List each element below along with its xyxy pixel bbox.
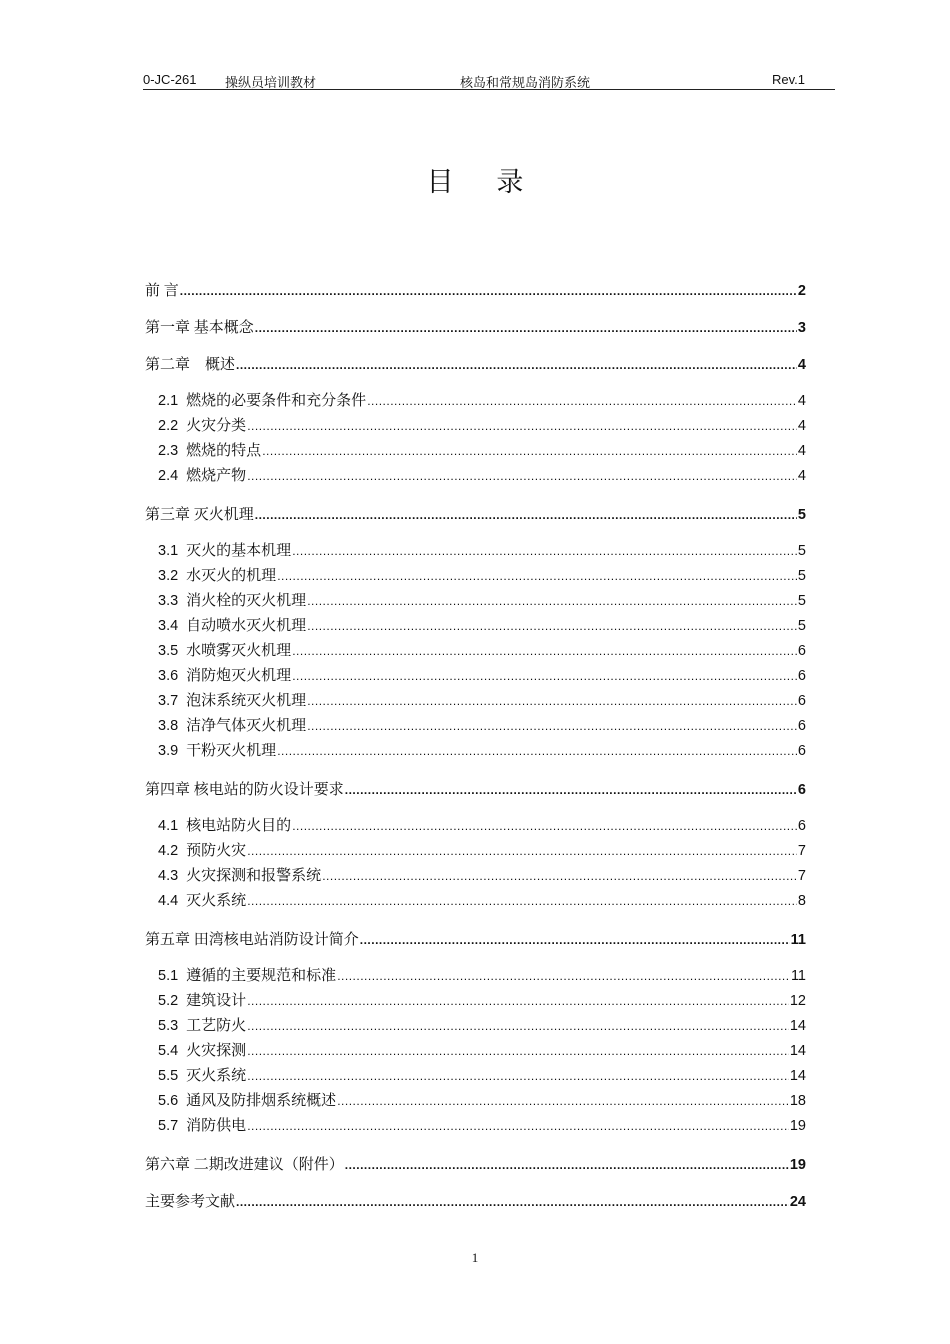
toc-entry-label: 建筑设计 <box>186 993 247 1009</box>
toc-page-number: 6 <box>797 668 806 684</box>
toc-section-entry[interactable] <box>145 414 806 439</box>
toc-page-number: 4 <box>797 357 806 373</box>
dot-leader <box>277 739 797 764</box>
dot-leader <box>255 502 797 528</box>
toc-entry-label: 通风及防排烟系统概述 <box>186 1093 337 1109</box>
toc-section-number: 4.2 <box>158 843 179 859</box>
toc-entry-label: 消防炮灭火机理 <box>186 668 292 684</box>
toc-page-number: 6 <box>797 743 806 759</box>
toc-section-entry[interactable] <box>145 464 806 489</box>
toc-entry-label: 灭火系统 <box>186 1068 247 1084</box>
toc-page-number: 4 <box>797 443 806 459</box>
toc-entry-label: 前 言 <box>145 283 179 299</box>
toc-page-number: 24 <box>789 1194 806 1210</box>
toc-section-entry[interactable] <box>145 589 806 614</box>
toc-section-entry[interactable] <box>145 964 806 989</box>
toc-section-number: 5.1 <box>158 968 179 984</box>
toc-entry-label: 火灾探测和报警系统 <box>186 868 322 884</box>
toc-page-number: 14 <box>789 1068 806 1084</box>
toc-section-entry[interactable] <box>145 889 806 914</box>
dot-leader <box>307 714 797 739</box>
toc-section-entry[interactable] <box>145 989 806 1014</box>
toc-entry-label: 第四章 核电站的防火设计要求 <box>145 782 344 798</box>
toc-chapter-entry[interactable] <box>145 777 806 814</box>
toc-page-number: 18 <box>789 1093 806 1109</box>
dot-leader <box>345 777 797 803</box>
toc-page-number: 4 <box>797 393 806 409</box>
toc-section-number: 3.4 <box>158 618 179 634</box>
toc-chapter-entry[interactable] <box>145 315 806 352</box>
page-number: 1 <box>471 1250 479 1265</box>
course-name: 操纵员培训教材 <box>225 75 317 90</box>
toc-section-entry[interactable] <box>145 714 806 739</box>
toc-entry-label: 主要参考文献 <box>145 1194 236 1210</box>
toc-page-number: 5 <box>797 507 806 523</box>
toc-section-entry[interactable] <box>145 564 806 589</box>
toc-page-number: 5 <box>797 568 806 584</box>
toc-entry-label: 燃烧产物 <box>186 468 247 484</box>
dot-leader <box>180 278 797 304</box>
dot-leader <box>247 989 789 1014</box>
toc-entry-label: 第二章 概述 <box>145 357 236 373</box>
dot-leader <box>247 1064 789 1089</box>
toc-page-number: 5 <box>797 618 806 634</box>
toc-page-number: 19 <box>789 1157 806 1173</box>
toc-section-number: 4.1 <box>158 818 179 834</box>
toc-section-entry[interactable] <box>145 439 806 464</box>
toc-section-entry[interactable] <box>145 814 806 839</box>
dot-leader <box>247 1039 789 1064</box>
toc-entry-label: 洁净气体灭火机理 <box>186 718 307 734</box>
toc-entry-label: 第六章 二期改进建议（附件） <box>145 1157 344 1173</box>
toc-page-number: 5 <box>797 543 806 559</box>
toc-chapter-entry[interactable] <box>145 1152 806 1189</box>
toc-entry-label: 遵循的主要规范和标准 <box>186 968 337 984</box>
toc-entry-label: 燃烧的特点 <box>186 443 262 459</box>
toc-section-entry[interactable] <box>145 639 806 664</box>
toc-page-number: 7 <box>797 843 806 859</box>
toc-chapter-entry[interactable] <box>145 278 806 315</box>
toc-entry-label: 预防火灾 <box>186 843 247 859</box>
toc-entry-label: 第三章 灭火机理 <box>145 507 254 523</box>
toc-section-number: 2.1 <box>158 393 179 409</box>
dot-leader <box>292 639 797 664</box>
dot-leader <box>307 589 797 614</box>
toc-entry-label: 水喷雾灭火机理 <box>186 643 292 659</box>
toc-section-number: 3.5 <box>158 643 179 659</box>
dot-leader <box>247 414 797 439</box>
dot-leader <box>360 927 790 953</box>
toc-page-number: 6 <box>797 718 806 734</box>
toc-entry-label: 自动喷水灭火机理 <box>186 618 307 634</box>
toc-page-number: 7 <box>797 868 806 884</box>
dot-leader <box>247 889 797 914</box>
dot-leader <box>277 564 797 589</box>
toc-page-number: 5 <box>797 593 806 609</box>
toc-section-entry[interactable] <box>145 689 806 714</box>
toc-section-number: 3.8 <box>158 718 179 734</box>
toc-entry-label: 干粉灭火机理 <box>186 743 277 759</box>
toc-entry-label: 第五章 田湾核电站消防设计简介 <box>145 932 359 948</box>
toc-section-number: 2.3 <box>158 443 179 459</box>
toc-page-number: 14 <box>789 1043 806 1059</box>
toc-page-number: 12 <box>789 993 806 1009</box>
dot-leader <box>307 614 797 639</box>
toc-section-entry[interactable] <box>145 1064 806 1089</box>
toc-page-number: 2 <box>797 283 806 299</box>
toc-page-number: 6 <box>797 643 806 659</box>
toc-section-entry[interactable] <box>145 389 806 414</box>
toc-page-number: 14 <box>789 1018 806 1034</box>
toc-section-number: 2.2 <box>158 418 179 434</box>
toc-entry-label: 泡沫系统灭火机理 <box>186 693 307 709</box>
header-title: 核岛和常规岛消防系统 <box>460 75 591 90</box>
toc-section-number: 3.7 <box>158 693 179 709</box>
toc-section-entry[interactable] <box>145 739 806 764</box>
toc-section-number: 3.2 <box>158 568 179 584</box>
toc-chapter-entry[interactable] <box>145 502 806 539</box>
dot-leader <box>337 1089 789 1114</box>
document-code: 0-JC-261 <box>143 72 197 87</box>
toc-section-number: 4.3 <box>158 868 179 884</box>
toc-chapter-entry[interactable] <box>145 352 806 389</box>
page-title: 目 录 <box>426 167 542 197</box>
toc-section-number: 2.4 <box>158 468 179 484</box>
dot-leader <box>247 1114 789 1139</box>
table-of-contents <box>145 278 806 1226</box>
toc-section-number: 5.2 <box>158 993 179 1009</box>
toc-entry-label: 第一章 基本概念 <box>145 320 254 336</box>
toc-section-entry[interactable] <box>145 664 806 689</box>
toc-section-number: 5.7 <box>158 1118 179 1134</box>
toc-entry-label: 灭火系统 <box>186 893 247 909</box>
dot-leader <box>307 689 797 714</box>
dot-leader <box>255 315 797 341</box>
toc-page-number: 6 <box>797 818 806 834</box>
dot-leader <box>322 864 797 889</box>
toc-section-number: 5.3 <box>158 1018 179 1034</box>
toc-page-number: 4 <box>797 418 806 434</box>
toc-page-number: 3 <box>797 320 806 336</box>
toc-section-entry[interactable] <box>145 1039 806 1064</box>
dot-leader <box>247 1014 789 1039</box>
toc-page-number: 19 <box>789 1118 806 1134</box>
toc-section-entry[interactable] <box>145 839 806 864</box>
toc-section-number: 3.6 <box>158 668 179 684</box>
toc-section-number: 3.9 <box>158 743 179 759</box>
toc-entry-label: 工艺防火 <box>186 1018 247 1034</box>
dot-leader <box>262 439 797 464</box>
dot-leader <box>337 964 790 989</box>
dot-leader <box>247 464 797 489</box>
dot-leader <box>292 664 797 689</box>
dot-leader <box>345 1152 789 1178</box>
toc-section-number: 3.3 <box>158 593 179 609</box>
toc-chapter-entry[interactable] <box>145 927 806 964</box>
toc-entry-label: 消火栓的灭火机理 <box>186 593 307 609</box>
toc-section-entry[interactable] <box>145 539 806 564</box>
toc-chapter-entry[interactable] <box>145 1189 806 1226</box>
toc-page-number: 6 <box>797 693 806 709</box>
toc-section-number: 5.4 <box>158 1043 179 1059</box>
toc-section-entry[interactable] <box>145 614 806 639</box>
toc-entry-label: 灭火的基本机理 <box>186 543 292 559</box>
toc-section-entry[interactable] <box>145 864 806 889</box>
toc-page-number: 8 <box>797 893 806 909</box>
dot-leader <box>247 839 797 864</box>
toc-section-number: 5.6 <box>158 1093 179 1109</box>
dot-leader <box>236 352 797 378</box>
toc-page-number: 11 <box>790 932 806 948</box>
toc-section-number: 5.5 <box>158 1068 179 1084</box>
toc-section-entry[interactable] <box>145 1114 806 1139</box>
toc-entry-label: 水灭火的机理 <box>186 568 277 584</box>
dot-leader <box>367 389 797 414</box>
dot-leader <box>292 814 797 839</box>
dot-leader <box>236 1189 789 1215</box>
dot-leader <box>292 539 797 564</box>
toc-entry-label: 火灾探测 <box>186 1043 247 1059</box>
page-header <box>143 71 835 90</box>
toc-page-number: 4 <box>797 468 806 484</box>
toc-section-number: 3.1 <box>158 543 179 559</box>
toc-page-number: 6 <box>797 782 806 798</box>
toc-page-number: 11 <box>790 968 806 984</box>
revision: Rev.1 <box>772 72 805 87</box>
toc-entry-label: 燃烧的必要条件和充分条件 <box>186 393 367 409</box>
toc-section-entry[interactable] <box>145 1089 806 1114</box>
toc-section-entry[interactable] <box>145 1014 806 1039</box>
toc-entry-label: 消防供电 <box>186 1118 247 1134</box>
toc-entry-label: 火灾分类 <box>186 418 247 434</box>
toc-section-number: 4.4 <box>158 893 179 909</box>
toc-entry-label: 核电站防火目的 <box>186 818 292 834</box>
